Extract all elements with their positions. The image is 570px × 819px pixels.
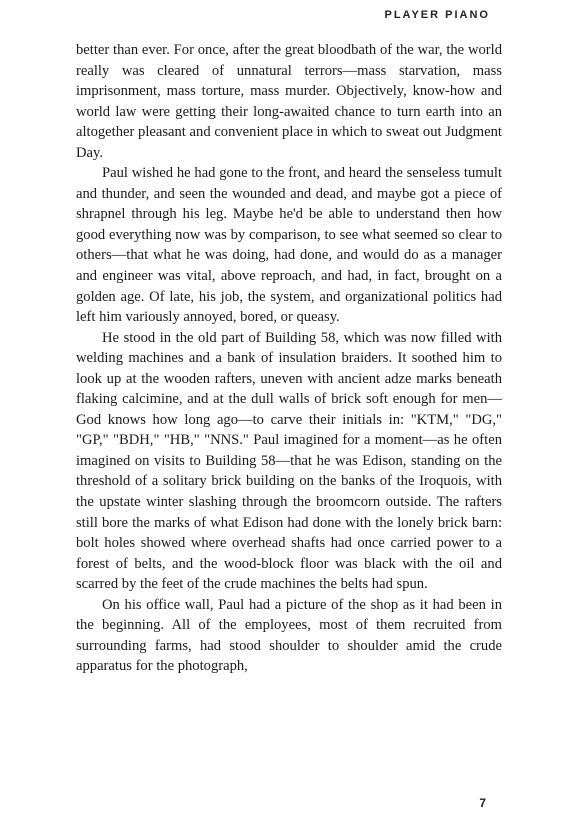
- running-head: PLAYER PIANO: [384, 9, 490, 21]
- paragraph: He stood in the old part of Building 58, which was now filled with welding machines and a bank of insulation braiders. It soothed him to look up at the wooden rafters, uneven with ancient adze marks beneath flaking calcimine, and at the dull walls of brick soft enough for men—God knows how long ago—to carve their initials in: "KTM," "DG," "GP," "BDH," "HB," "NNS." Paul imagined for a moment—as he often imagined on visits to Building 58—that he was Edison, standing on the threshold of a solitary brick building on the banks of the Iroquois, with the upstate winter slashing through the broomcorn outside. The rafters still bore the marks of what Edison had done with the lonely brick barn: bolt holes showed where overhead shafts had once carried power to a forest of belts, and the wood-block floor was black with the oil and scarred by the feet of the crude machines the belts had spun.: [76, 329, 502, 593]
- paragraph-continued: better than ever. For once, after the great bloodbath of the war, the world really was cleared of unnatural terrors—mass starvation, mass imprisonment, mass torture, mass murder. Objectively, know-how and world law were getting their long-awaited chance to turn earth into an altogether pleasant and convenient place in which to sweat out Judgment Day.: [76, 42, 502, 161]
- paragraph: Paul wished he had gone to the front, and heard the senseless tumult and thunder, and seen the wounded and dead, and maybe got a piece of shrapnel through his leg. Maybe he'd be able to understand then how good everything now was by comparison, to see what seemed so clear to others—that what he was doing, had done, and would do as a manager and engineer was vital, above reproach, and had, in fact, brought on a golden age. Of late, his job, the system, and organizational politics had left him variously annoyed, bored, or queasy.: [76, 165, 502, 326]
- paragraph: On his office wall, Paul had a picture of the shop as it had been in the beginning. All of the employees, most of them recruited from surrounding farms, had stood shoulder to shoulder amid the crude apparatus for the photograph,: [76, 596, 502, 675]
- page-number: 7: [479, 796, 486, 810]
- body-text: [76, 40, 502, 677]
